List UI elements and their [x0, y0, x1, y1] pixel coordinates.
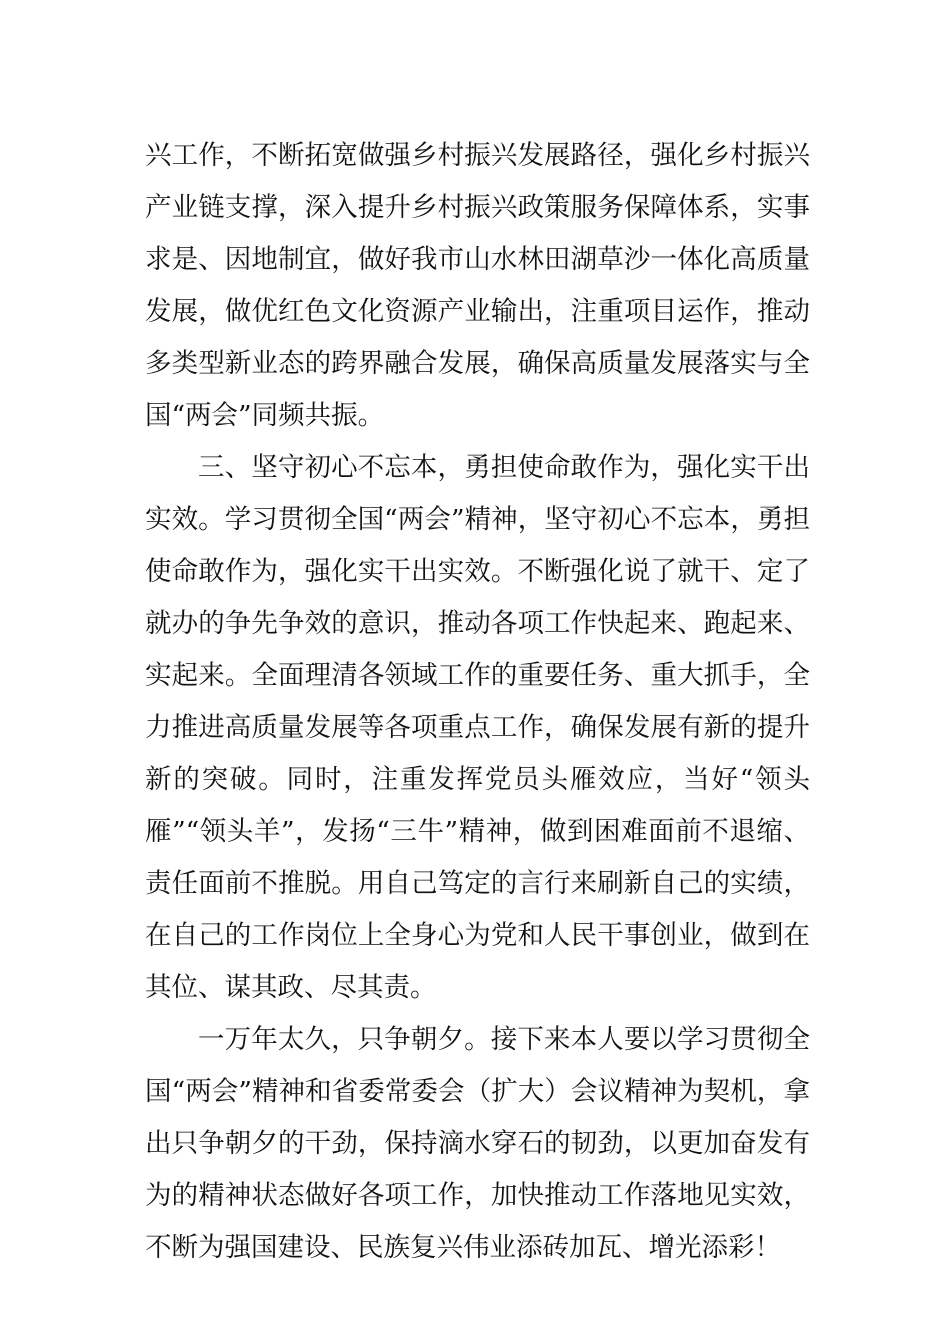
- document-body: [145, 130, 810, 1274]
- paragraph-continuation: 兴工作，不断拓宽做强乡村振兴发展路径，强化乡村振兴产业链支撑，深入提升乡村振兴政策服务保障体系，实事求是、因地制宜，做好我市山水林田湖草沙一体化高质量发展，做优红色文化资源产业输出，注重项目运作，推动多类型新业态的跨界融合发展，确保高质量发展落实与全国“两会”同频共振。: [145, 140, 810, 431]
- paragraph-section-three: 三、坚守初心不忘本，勇担使命敢作为，强化实干出实效。学习贯彻全国“两会”精神，坚守初心不忘本，勇担使命敢作为，强化实干出实效。不断强化说了就干、定了就办的争先争效的意识，推动各项工作快起来、跑起来、实起来。全面理清各领域工作的重要任务、重大抓手，全力推进高质量发展等各项重点工作，确保发展有新的提升新的突破。同时，注重发挥党员头雁效应，当好“领头雁”“领头羊”，发扬“三牛”精神，做到困难面前不退缩、责任面前不推脱。用自己笃定的言行来刷新自己的实绩，在自己的工作岗位上全身心为党和人民干事创业，做到在其位、谋其政、尽其责。: [145, 452, 810, 1003]
- paragraph-conclusion: 一万年太久，只争朝夕。接下来本人要以学习贯彻全国“两会”精神和省委常委会（扩大）会议精神为契机，拿出只争朝夕的干劲，保持滴水穿石的韧劲，以更加奋发有为的精神状态做好各项工作，加快推动工作落地见实效，不断为强国建设、民族复兴伟业添砖加瓦、增光添彩！: [145, 1024, 810, 1263]
